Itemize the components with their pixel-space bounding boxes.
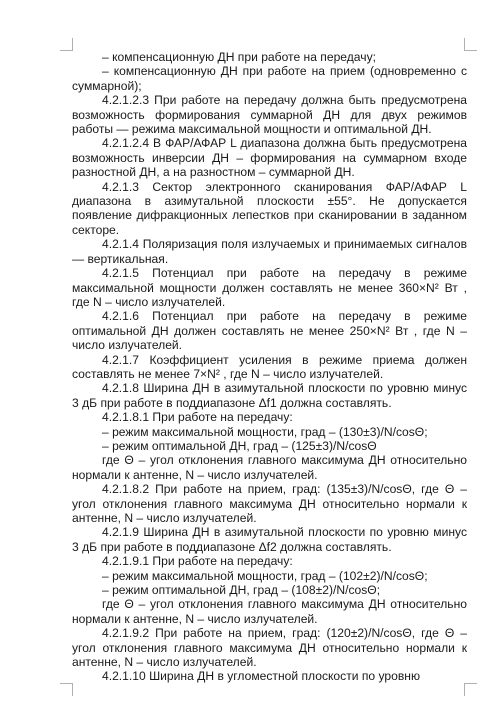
paragraph-4-2-1-10: 4.2.1.10 Ширина ДН в угломестной плоскости по уровню [102,669,421,684]
paragraph-4-2-1-2-4: 4.2.1.2.4 В ФАР/АФАР L диапазона должна быть предусмотрена возможность инверсии ДН – формирования на суммарном входе разностной ДН, а на разностном – суммарной ДН. [72,136,467,180]
paragraph-4-2-1-3: 4.2.1.3 Сектор электронного сканирования ФАР/АФАР L диапазона в азимутальной плоскости ±55°. Не допускается появление дифракционных лепестков при сканировании в заданном секторе. [72,179,467,237]
paragraph-where-theta-2: где Θ – угол отклонения главного максимума ДН относительно нормали к антенне, N – число излучателей. [72,597,467,626]
crop-mark-bottom-left [60,683,73,696]
paragraph-4-2-1-8-1: 4.2.1.8.1 При работе на передачу: [102,410,293,425]
paragraph-4-2-1-6: 4.2.1.6 Потенциал при работе на передачу в режиме оптимальной ДН должен составлять не менее 250×N² Вт , где N – число излучателей. [72,309,467,353]
paragraph-4-2-1-9: 4.2.1.9 Ширина ДН в азимутальной плоскости по уровню минус 3 дБ при работе в поддиапазоне Δf2 должна составлять. [72,525,467,554]
crop-mark-bottom-right [464,683,477,696]
paragraph-4-2-1-9-2: 4.2.1.9.2 При работе на прием, град: (120±2)/N/cosΘ, где Θ – угол отклонения главного максимума ДН относительно нормали к антенне, N – число излучателей. [72,626,467,670]
list-item-optimal-1: – режим оптимальной ДН, град – (125±3)/N/cosΘ [102,438,377,453]
paragraph-4-2-1-2-3: 4.2.1.2.3 При работе на передачу должна быть предусмотрена возможность формирования суммарной ДН для двух режимов работы — режима максимальной мощности и оптимальной ДН. [72,93,467,137]
paragraph-4-2-1-8-2: 4.2.1.8.2 При работе на прием, град: (135±3)/N/cosΘ, где Θ – угол отклонения главного максимума ДН относительно нормали к антенне, N – число излучателей. [72,482,467,525]
list-item-max-power-1: – режим максимальной мощности, град – (130±3)/N/cosΘ; [102,424,428,439]
document-body [72,50,467,684]
list-item-max-power-2: – режим максимальной мощности, град – (102±2)/N/cosΘ; [102,568,428,583]
list-item-compensation-rx: – компенсационную ДН при работе на прием (одновременно с суммарной); [72,64,467,93]
paragraph-4-2-1-8: 4.2.1.8 Ширина ДН в азимутальной плоскости по уровню минус 3 дБ при работе в поддиапазоне Δf1 должна составлять. [72,381,467,410]
paragraph-4-2-1-9-1: 4.2.1.9.1 При работе на передачу: [102,554,293,569]
paragraph-4-2-1-4: 4.2.1.4 Поляризация поля излучаемых и принимаемых сигналов — вертикальная. [72,237,467,266]
list-item-optimal-2: – режим оптимальной ДН, град – (108±2)/N/cosΘ; [102,583,381,598]
paragraph-4-2-1-7: 4.2.1.7 Коэффициент усиления в режиме приема должен составлять не менее 7×N² , где N – число излучателей. [72,352,467,381]
paragraph-where-theta-1: где Θ – угол отклонения главного максимума ДН относительно нормали к антенне, N – число излучателей. [72,453,467,482]
list-item-compensation-tx: – компенсационную ДН при работе на передачу; [102,50,376,64]
paragraph-4-2-1-5: 4.2.1.5 Потенциал при работе на передачу в режиме максимальной мощности должен составлять не менее 360×N² Вт , где N – число излучателей. [72,266,467,309]
